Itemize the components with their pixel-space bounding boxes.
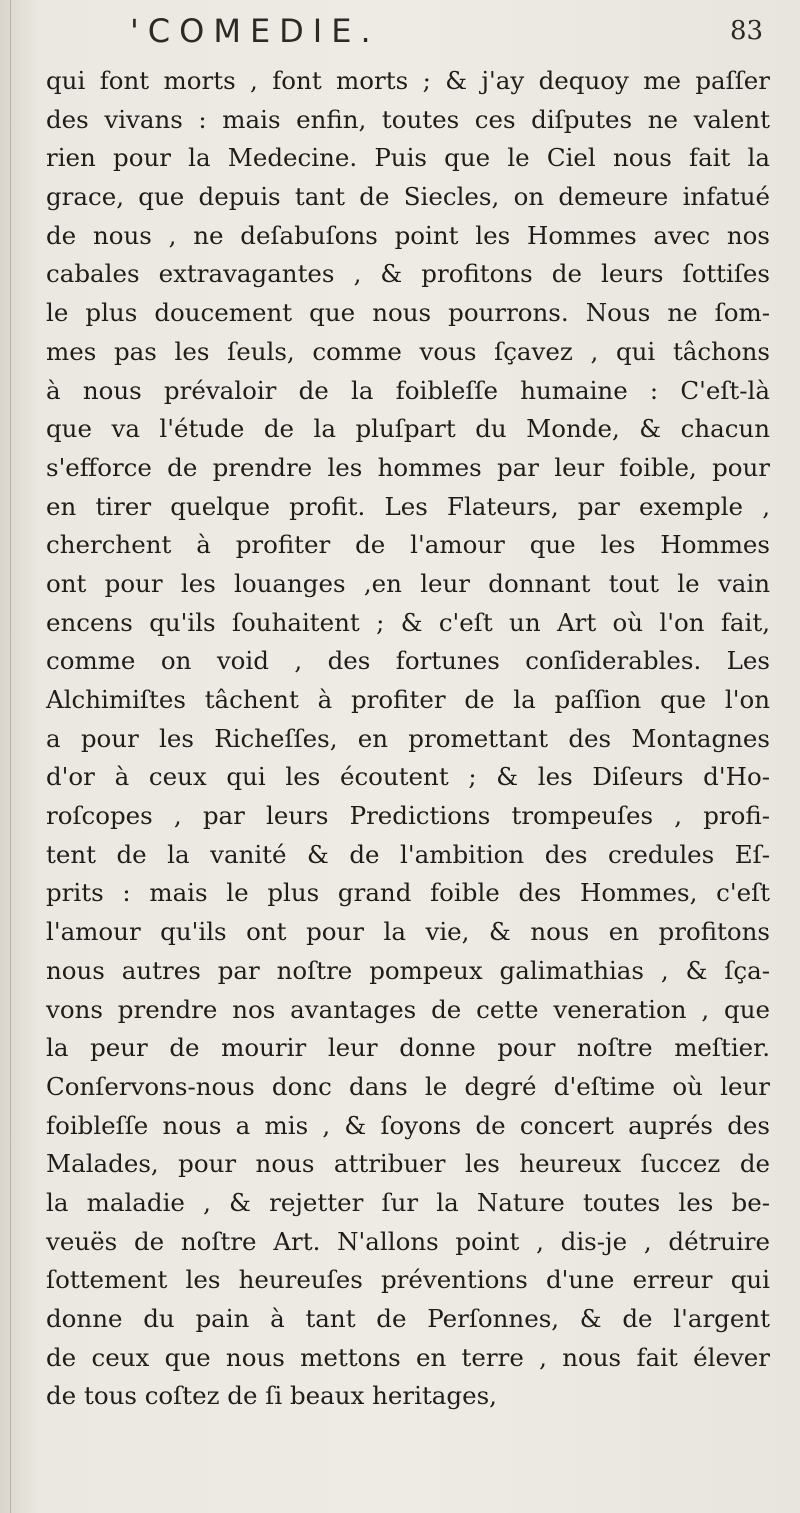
page-header: [0, 12, 800, 62]
text-line: que va l'étude de la pluſpart du Monde, & chacun: [46, 414, 770, 444]
text-line: Conſervons-nous donc dans le degré d'eſtime où leur: [46, 1071, 770, 1101]
text-line: grace, que depuis tant de Siecles, on demeure infatué: [46, 182, 770, 212]
text-line: veuës de noſtre Art. N'allons point , dis-je , détruire: [46, 1226, 770, 1256]
text-line: Malades, pour nous attribuer les heureux ſuccez de: [46, 1149, 770, 1179]
text-line: a pour les Richeſſes, en promettant des Montagnes: [46, 723, 770, 753]
text-line: s'efforce de prendre les hommes par leur foible, pour: [46, 452, 770, 482]
text-line: de ceux que nous mettons en terre , nous fait élever: [46, 1342, 770, 1372]
text-line: cherchent à profiter de l'amour que les Hommes: [46, 530, 770, 560]
text-line: prits : mais le plus grand foible des Hommes, c'eſt: [46, 878, 770, 908]
text-line: donne du pain à tant de Perſonnes, & de l'argent: [46, 1304, 770, 1333]
text-line: ſottement les heureuſes préventions d'une erreur qui: [46, 1265, 770, 1295]
text-line: encens qu'ils ſouhaitent ; & c'eſt un Art où l'on fait,: [46, 607, 770, 637]
running-title: 'COMEDIE.: [130, 12, 380, 50]
text-line: vons prendre nos avantages de cette veneration , que: [46, 994, 770, 1024]
text-line: d'or à ceux qui les écoutent ; & les Diſeurs d'Ho-: [46, 762, 770, 792]
text-line: Alchimiſtes tâchent à profiter de la paſſion que l'on: [46, 685, 770, 714]
text-line: de tous coſtez de ſi beaux heritages,: [46, 1381, 497, 1411]
text-line: à nous prévaloir de la foibleſſe humaine : C'eſt-là: [46, 375, 770, 405]
text-line: nous autres par noſtre pompeux galimathias , & ſça-: [46, 955, 770, 985]
text-line: rien pour la Medecine. Puis que le Ciel nous fait la: [46, 143, 770, 173]
text-line: la peur de mourir leur donne pour noſtre meſtier.: [46, 1033, 770, 1063]
text-line: ont pour les louanges ,en leur donnant tout le vain: [46, 568, 770, 598]
text-line: l'amour qu'ils ont pour la vie, & nous en profitons: [46, 917, 770, 947]
page-number: 83: [730, 16, 764, 46]
text-line: le plus doucement que nous pourrons. Nous ne ſom-: [46, 298, 770, 328]
text-line: en tirer quelque profit. Les Flateurs, par exemple ,: [46, 491, 770, 521]
page-gutter: [10, 0, 11, 1513]
text-line: des vivans : mais enfin, toutes ces diſputes ne valent: [46, 104, 770, 134]
text-line: cabales extravagantes , & profitons de leurs ſottiſes: [46, 259, 770, 289]
text-line: de nous , ne deſabuſons point les Hommes avec nos: [46, 220, 770, 250]
text-line: roſcopes , par leurs Predictions trompeuſes , profi-: [46, 801, 770, 831]
text-line: qui font morts , font morts ; & j'ay dequoy me paſſer: [46, 66, 770, 95]
text-line: la maladie , & rejetter ſur la Nature toutes les be-: [46, 1187, 770, 1217]
body-text: [46, 62, 770, 1416]
text-line: comme on void , des fortunes conſiderables. Les: [46, 646, 770, 676]
text-line: foibleſſe nous a mis , & ſoyons de concert auprés des: [46, 1110, 770, 1140]
text-line: tent de la vanité & de l'ambition des credules Eſ-: [46, 839, 770, 869]
text-line: mes pas les ſeuls, comme vous ſçavez , qui tâchons: [46, 336, 770, 366]
